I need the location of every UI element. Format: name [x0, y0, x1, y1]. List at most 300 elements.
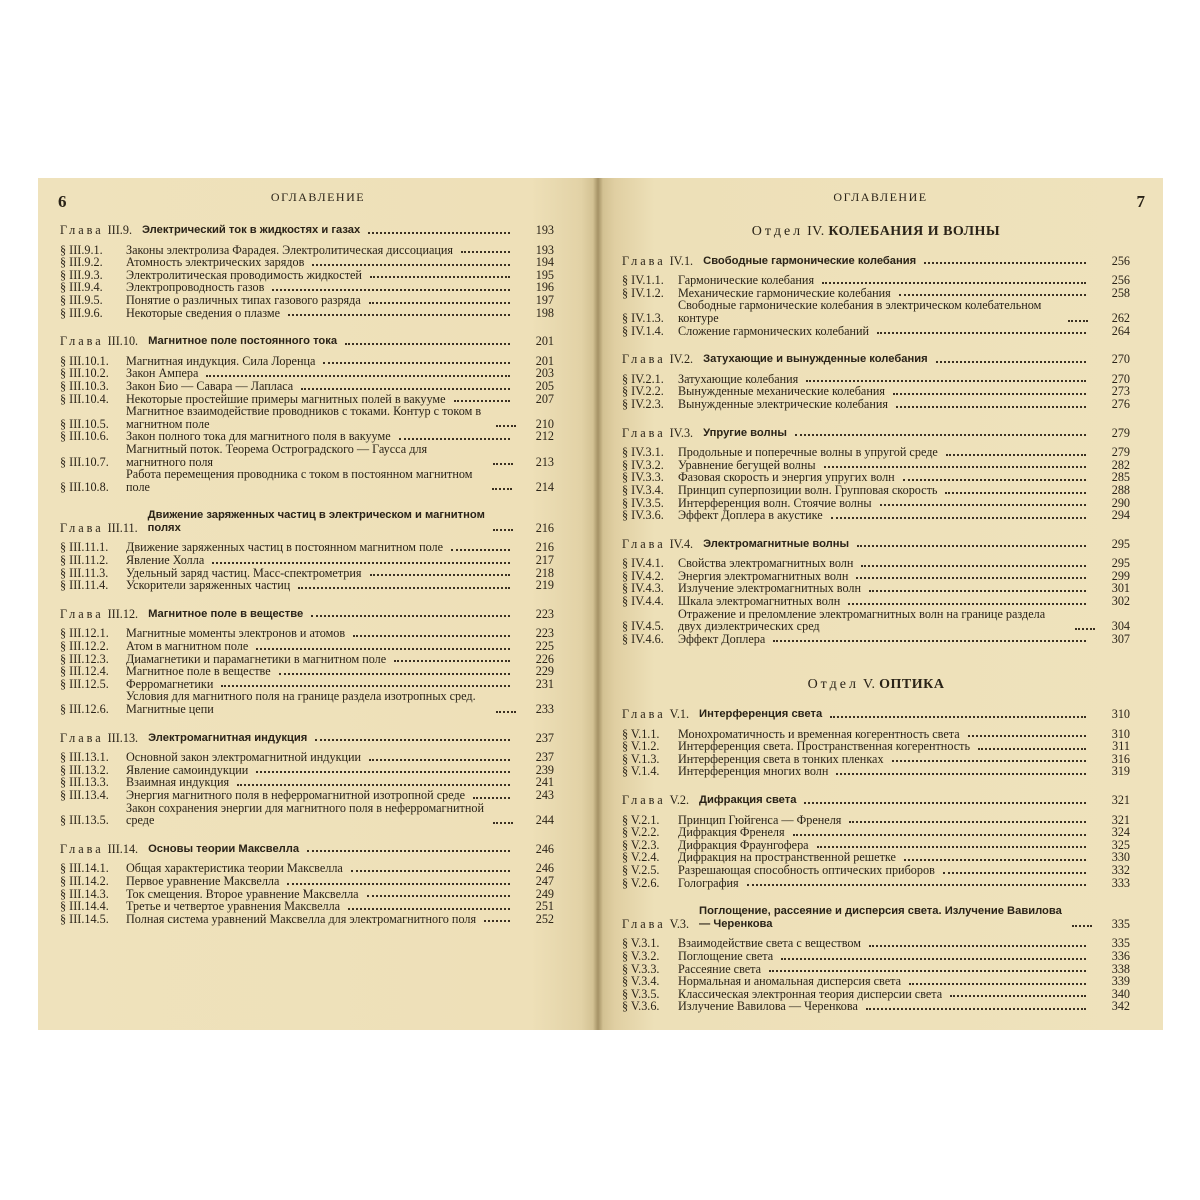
toc-section: [622, 325, 1130, 338]
chapter-page: 201: [535, 334, 554, 349]
section-title: Классическая электронная теория дисперсии света: [678, 986, 943, 1001]
chapter-heading: [60, 509, 554, 534]
section-title: Явление Холла: [126, 553, 205, 568]
dot-leader: [496, 425, 516, 427]
section-number: § IV.3.3.: [622, 470, 664, 485]
section-number: § IV.3.1.: [622, 445, 664, 460]
dot-leader: [473, 797, 510, 799]
chapter-title: Интерференция света: [699, 708, 823, 721]
chapter-heading: [60, 843, 554, 856]
section-page: 330: [1111, 850, 1130, 865]
division-title: КОЛЕБАНИЯ И ВОЛНЫ: [828, 224, 1001, 239]
section-page: 333: [1111, 875, 1130, 890]
chapter-page: 237: [535, 730, 554, 745]
section-title: Дифракция Френеля: [678, 825, 785, 840]
toc-section: [60, 405, 554, 430]
toc-chapter: [60, 608, 554, 716]
dot-leader: [394, 660, 510, 662]
chapter-word: Глава: [622, 793, 666, 807]
section-page: 336: [1111, 948, 1130, 963]
dot-leader: [836, 773, 1086, 775]
toc-chapter: [60, 224, 554, 319]
dot-leader: [817, 846, 1086, 848]
section-title: Полная система уравнений Максвелла для электромагнитного поля: [126, 911, 477, 926]
section-number: § III.9.5.: [60, 292, 103, 307]
section-number: § V.3.4.: [622, 974, 660, 989]
section-number: § IV.4.1.: [622, 556, 664, 571]
section-title: Поглощение света: [678, 948, 774, 963]
toc-section: [622, 864, 1130, 877]
section-title: Магнитный поток. Теорема Остроградского — Гаусса для магнитного поля: [126, 441, 428, 469]
chapter-page: 335: [1111, 916, 1130, 931]
toc-section: [622, 740, 1130, 753]
section-title: Интерференция волн. Стоячие волны: [678, 495, 872, 510]
toc-section: [60, 640, 554, 653]
section-title: Энергия магнитного поля в неферромагнитной изотропной среде: [126, 787, 466, 802]
section-number: § IV.4.5.: [622, 619, 664, 634]
section-page: 290: [1111, 495, 1130, 510]
section-title: Магнитная индукция. Сила Лоренца: [126, 353, 316, 368]
section-page: 247: [535, 873, 554, 888]
section-page: 288: [1111, 482, 1130, 497]
section-page: 198: [535, 305, 554, 320]
section-number: § IV.1.3.: [622, 310, 664, 325]
chapter-word: Глава: [60, 334, 104, 349]
section-title: Условия для магнитного поля на границе раздела изотропных сред. Магнитные цепи: [126, 689, 476, 716]
section-title: Фазовая скорость и энергия упругих волн: [678, 470, 895, 485]
section-number: § V.2.1.: [622, 812, 660, 827]
dot-leader: [492, 488, 512, 490]
toc-section: [622, 633, 1130, 646]
section-page: 258: [1111, 285, 1130, 300]
right-page: [598, 178, 1163, 1030]
section-title: Механические гармонические колебания: [678, 285, 891, 300]
chapter-word: Глава: [622, 425, 666, 440]
section-title: Голография: [678, 875, 739, 890]
right-toc: [622, 220, 1130, 1013]
section-number: § III.9.1.: [60, 242, 103, 257]
section-page: 302: [1111, 594, 1130, 609]
section-number: § III.14.4.: [60, 899, 109, 914]
dot-leader: [493, 822, 513, 824]
section-number: § IV.2.1.: [622, 371, 664, 386]
section-title: Энергия электромагнитных волн: [678, 568, 849, 583]
section-page: 243: [535, 787, 554, 802]
chapter-number: III.14.: [107, 841, 139, 856]
section-title: Дифракция на пространственной решетке: [678, 850, 896, 865]
toc-section: [60, 913, 554, 926]
dot-leader: [298, 587, 510, 589]
dot-leader: [454, 400, 510, 402]
section-number: § IV.3.6.: [622, 508, 664, 523]
dot-leader: [857, 545, 1086, 547]
chapter-word: Глава: [60, 841, 104, 856]
book-gutter: [593, 178, 603, 1030]
chapter-title: Электромагнитные волны: [703, 537, 850, 550]
left-toc: [60, 220, 554, 925]
section-page: 324: [1111, 825, 1130, 840]
toc-section: [622, 765, 1130, 778]
section-number: § III.14.5.: [60, 911, 109, 926]
section-title: Ускорители заряженных частиц: [126, 578, 291, 593]
section-number: § III.10.6.: [60, 429, 109, 444]
dot-leader: [256, 648, 510, 650]
section-page: 310: [1111, 726, 1130, 741]
dot-leader: [315, 739, 510, 741]
section-title: Взаимодействие света с веществом: [678, 936, 861, 951]
section-title: Третье и четвертое уравнения Максвелла: [126, 899, 341, 914]
section-number: § IV.3.2.: [622, 457, 664, 472]
chapter-word: Глава: [622, 536, 666, 551]
dot-leader: [206, 375, 510, 377]
dot-leader: [351, 870, 510, 872]
toc-section: [60, 443, 554, 468]
dot-leader: [861, 565, 1086, 567]
section-title: Излучение Вавилова — Черенкова: [678, 999, 858, 1014]
section-number: § III.10.7.: [60, 454, 109, 469]
dot-leader: [237, 784, 510, 786]
section-number: § III.13.3.: [60, 775, 109, 790]
section-title: Закон сохранения энергии для магнитного поля в неферромагнитной среде: [126, 800, 485, 828]
toc-section: [622, 877, 1130, 890]
section-number: § III.9.6.: [60, 305, 103, 320]
toc-section: [622, 446, 1130, 459]
section-title: Закон полного тока для магнитного поля в вакууме: [126, 429, 391, 444]
section-title: Рассеяние света: [678, 961, 762, 976]
section-page: 203: [535, 366, 554, 381]
section-number: § III.12.3.: [60, 651, 109, 666]
dot-leader: [856, 577, 1086, 579]
section-title: Гармонические колебания: [678, 273, 815, 288]
chapter-page: 321: [1111, 793, 1130, 807]
section-number: § III.12.1.: [60, 626, 109, 641]
chapter-number: IV.3.: [669, 425, 694, 440]
section-number: § III.12.6.: [60, 702, 109, 716]
chapter-heading: [622, 794, 1130, 807]
section-title: Интерференция света. Пространственная когерентность: [678, 739, 971, 754]
chapter-page: 279: [1111, 425, 1130, 440]
toc-section: [60, 294, 554, 307]
dot-leader: [893, 393, 1086, 395]
section-number: § III.9.2.: [60, 255, 103, 270]
chapter-heading: [622, 255, 1130, 268]
section-number: § III.9.4.: [60, 280, 103, 295]
toc-chapter: [60, 335, 554, 493]
section-page: 301: [1111, 581, 1130, 596]
dot-leader: [781, 958, 1086, 960]
dot-leader: [945, 492, 1086, 494]
dot-leader: [493, 463, 513, 465]
section-title: Закон Ампера: [126, 366, 199, 381]
left-page-number: 6: [58, 192, 67, 211]
dot-leader: [903, 479, 1086, 481]
toc-chapter: [622, 538, 1130, 646]
section-number: § IV.4.6.: [622, 631, 664, 646]
dot-leader: [484, 920, 510, 922]
division-title: ОПТИКА: [879, 677, 945, 693]
section-number: § IV.4.4.: [622, 594, 664, 609]
toc-section: [622, 595, 1130, 608]
section-number: § V.1.3.: [622, 751, 660, 766]
dot-leader: [1072, 925, 1092, 927]
section-page: 196: [535, 280, 554, 295]
chapter-heading: [622, 353, 1130, 366]
dot-leader: [899, 294, 1086, 296]
section-number: § III.10.3.: [60, 378, 109, 393]
section-number: § IV.1.4.: [622, 323, 664, 338]
chapter-heading: [622, 427, 1130, 440]
dot-leader: [323, 362, 510, 364]
dot-leader: [451, 549, 510, 551]
toc-section: [60, 802, 554, 827]
chapter-word: Глава: [60, 730, 104, 745]
toc-chapter: [622, 708, 1130, 778]
toc-section: [622, 826, 1130, 839]
chapter-page: 223: [535, 606, 554, 621]
toc-section: [622, 509, 1130, 522]
division-number: IV.: [807, 224, 825, 239]
toc-section: [622, 950, 1130, 963]
section-number: § III.13.2.: [60, 762, 109, 777]
dot-leader: [880, 504, 1086, 506]
section-title: Принцип суперпозиции волн. Групповая скорость: [678, 482, 938, 497]
section-title: Движение заряженных частиц в постоянном магнитном поле: [126, 540, 444, 555]
section-title: Свойства электромагнитных волн: [678, 556, 854, 571]
section-page: 216: [535, 540, 554, 555]
dot-leader: [272, 289, 510, 291]
section-number: § IV.2.2.: [622, 384, 664, 399]
section-number: § III.14.2.: [60, 873, 109, 888]
left-page: [38, 178, 598, 1030]
toc-chapter: [60, 509, 554, 592]
section-page: 342: [1111, 999, 1130, 1014]
section-number: § V.3.5.: [622, 986, 660, 1001]
dot-leader: [848, 603, 1086, 605]
chapter-number: III.10.: [107, 334, 139, 349]
dot-leader: [367, 895, 510, 897]
dot-leader: [311, 615, 510, 617]
toc-chapter: [60, 732, 554, 827]
toc-section: [60, 468, 554, 493]
section-number: § III.11.4.: [60, 578, 109, 593]
dot-leader: [769, 970, 1086, 972]
dot-leader: [946, 454, 1086, 456]
section-page: 207: [535, 391, 554, 406]
section-title: Разрешающая способность оптических приборов: [678, 862, 935, 877]
dot-leader: [279, 673, 510, 675]
section-title: Шкала электромагнитных волн: [678, 594, 841, 609]
section-number: § V.3.6.: [622, 999, 660, 1014]
section-page: 201: [535, 353, 554, 368]
dot-leader: [892, 760, 1086, 762]
section-title: Нормальная и аномальная дисперсия света: [678, 974, 902, 989]
toc-section: [60, 579, 554, 592]
section-page: 285: [1111, 470, 1130, 485]
chapter-number: III.12.: [107, 606, 139, 621]
toc-chapter: [60, 843, 554, 926]
section-number: § V.2.3.: [622, 837, 660, 852]
toc-section: [60, 256, 554, 269]
dot-leader: [924, 262, 1086, 264]
section-page: 251: [535, 899, 554, 914]
dot-leader: [793, 834, 1086, 836]
chapter-word: Глава: [60, 223, 104, 237]
toc-section: [60, 380, 554, 393]
section-number: § IV.1.1.: [622, 273, 664, 288]
section-number: § III.11.3.: [60, 565, 109, 580]
section-title: Некоторые простейшие примеры магнитных полей в вакууме: [126, 391, 446, 406]
section-number: § III.9.3.: [60, 267, 103, 282]
section-title: Отражение и преломление электромагнитных волн на границе раздела двух диэлектрических сред: [678, 606, 1046, 634]
section-page: 307: [1111, 631, 1130, 646]
section-number: § V.1.1.: [622, 726, 660, 741]
toc-chapter: [622, 255, 1130, 338]
section-page: 217: [535, 553, 554, 568]
section-number: § IV.4.3.: [622, 581, 664, 596]
dot-leader: [307, 850, 510, 852]
dot-leader: [896, 406, 1086, 408]
chapter-title: Движение заряженных частиц в электрическом и магнитном полях: [147, 509, 485, 534]
section-title: Понятие о различных типах газового разряда: [126, 292, 361, 307]
section-title: Некоторые сведения о плазме: [126, 305, 281, 320]
chapter-word: Глава: [622, 707, 666, 722]
toc-section: [622, 608, 1130, 633]
chapter-title: Магнитное поле в веществе: [148, 607, 304, 620]
section-page: 332: [1111, 862, 1130, 877]
section-page: 321: [1111, 812, 1130, 827]
chapter-title: Магнитное поле постоянного тока: [148, 335, 338, 348]
chapter-word: Глава: [622, 916, 666, 931]
section-page: 229: [535, 664, 554, 679]
chapter-title: Электрический ток в жидкостях и газах: [142, 224, 361, 236]
dot-leader: [369, 759, 510, 761]
toc-section: [60, 554, 554, 567]
section-title: Магнитные моменты электронов и атомов: [126, 626, 346, 641]
section-page: 194: [535, 255, 554, 270]
section-page: 316: [1111, 751, 1130, 766]
left-page-header: ОГЛАВЛЕНИЕ: [270, 190, 366, 204]
dot-leader: [936, 361, 1086, 363]
dot-leader: [345, 343, 510, 345]
section-page: 273: [1111, 384, 1130, 399]
dot-leader: [212, 562, 510, 564]
section-page: 340: [1111, 986, 1130, 1001]
toc-section: [622, 484, 1130, 497]
toc-section: [60, 789, 554, 802]
chapter-word: Глава: [622, 352, 666, 367]
section-title: Диамагнетики и парамагнетики в магнитном поле: [126, 651, 387, 666]
section-number: § III.12.4.: [60, 664, 109, 679]
section-page: 219: [535, 578, 554, 593]
section-number: § V.2.2.: [622, 825, 660, 840]
chapter-page: 246: [535, 841, 554, 856]
section-title: Принцип Гюйгенса — Френеля: [678, 812, 842, 827]
chapter-title: Электромагнитная индукция: [148, 731, 308, 744]
right-page-number: 7: [1136, 192, 1145, 211]
section-title: Вынужденные механические колебания: [678, 384, 885, 399]
section-page: 279: [1111, 445, 1130, 460]
chapter-page: 193: [535, 223, 554, 237]
dot-leader: [496, 711, 516, 713]
dot-leader: [288, 314, 510, 316]
section-title: Электролитическая проводимость жидкостей: [126, 267, 362, 282]
section-number: § V.2.5.: [622, 862, 660, 877]
section-number: § III.12.5.: [60, 676, 109, 691]
chapter-number: V.1.: [669, 707, 690, 722]
section-number: § III.10.2.: [60, 366, 109, 381]
section-page: 319: [1111, 764, 1130, 779]
section-page: 239: [535, 762, 554, 777]
section-title: Монохроматичность и временная когерентность света: [678, 726, 960, 741]
toc-section: [622, 975, 1130, 988]
chapter-heading: [60, 224, 554, 237]
dot-leader: [1075, 628, 1095, 630]
toc-section: [622, 299, 1130, 324]
dot-leader: [348, 908, 510, 910]
dot-leader: [866, 1008, 1086, 1010]
chapter-word: Глава: [622, 253, 666, 268]
toc-chapter: [622, 427, 1130, 522]
section-title: Магнитное поле в веществе: [126, 664, 271, 679]
chapter-page: 216: [535, 520, 554, 535]
dot-leader: [1068, 320, 1088, 322]
dot-leader: [369, 302, 510, 304]
division-heading: [622, 226, 1130, 239]
chapter-title: Дифракция света: [699, 794, 797, 806]
section-page: 282: [1111, 457, 1130, 472]
section-number: § III.10.8.: [60, 479, 109, 494]
chapter-heading: [622, 708, 1130, 721]
section-title: Работа перемещения проводника с током в постоянном магнитном поле: [126, 467, 473, 494]
section-page: 212: [535, 429, 554, 444]
section-title: Вынужденные электрические колебания: [678, 396, 888, 411]
section-page: 241: [535, 775, 554, 790]
dot-leader: [831, 517, 1086, 519]
chapter-word: Глава: [60, 606, 104, 621]
section-page: 311: [1112, 739, 1130, 754]
section-page: 252: [535, 911, 554, 926]
section-number: § III.14.3.: [60, 886, 109, 901]
toc-section: [60, 665, 554, 678]
chapter-page: 295: [1111, 536, 1130, 551]
toc-section: [60, 690, 554, 715]
dot-leader: [773, 640, 1086, 642]
section-page: 262: [1111, 310, 1130, 325]
section-page: 295: [1111, 556, 1130, 571]
section-page: 231: [535, 676, 554, 691]
chapter-number: III.9.: [107, 223, 132, 237]
section-title: Ферромагнетики: [126, 676, 214, 691]
dot-leader: [370, 276, 510, 278]
section-title: Основной закон электромагнитной индукции: [126, 750, 362, 765]
section-title: Атомность электрических зарядов: [126, 255, 305, 270]
section-title: Затухающие колебания: [678, 371, 799, 386]
dot-leader: [287, 883, 510, 885]
dot-leader: [795, 434, 1086, 436]
section-number: § V.3.2.: [622, 948, 660, 963]
chapter-word: Глава: [60, 520, 104, 535]
dot-leader: [909, 983, 1086, 985]
section-page: 195: [535, 267, 554, 282]
section-number: § III.13.1.: [60, 750, 109, 765]
section-page: 256: [1111, 273, 1130, 288]
dot-leader: [256, 771, 510, 773]
section-page: 213: [535, 454, 554, 469]
section-number: § IV.1.2.: [622, 285, 664, 300]
section-page: 244: [535, 813, 554, 828]
section-title: Атом в магнитном поле: [126, 639, 249, 654]
division-heading: [622, 679, 1130, 692]
